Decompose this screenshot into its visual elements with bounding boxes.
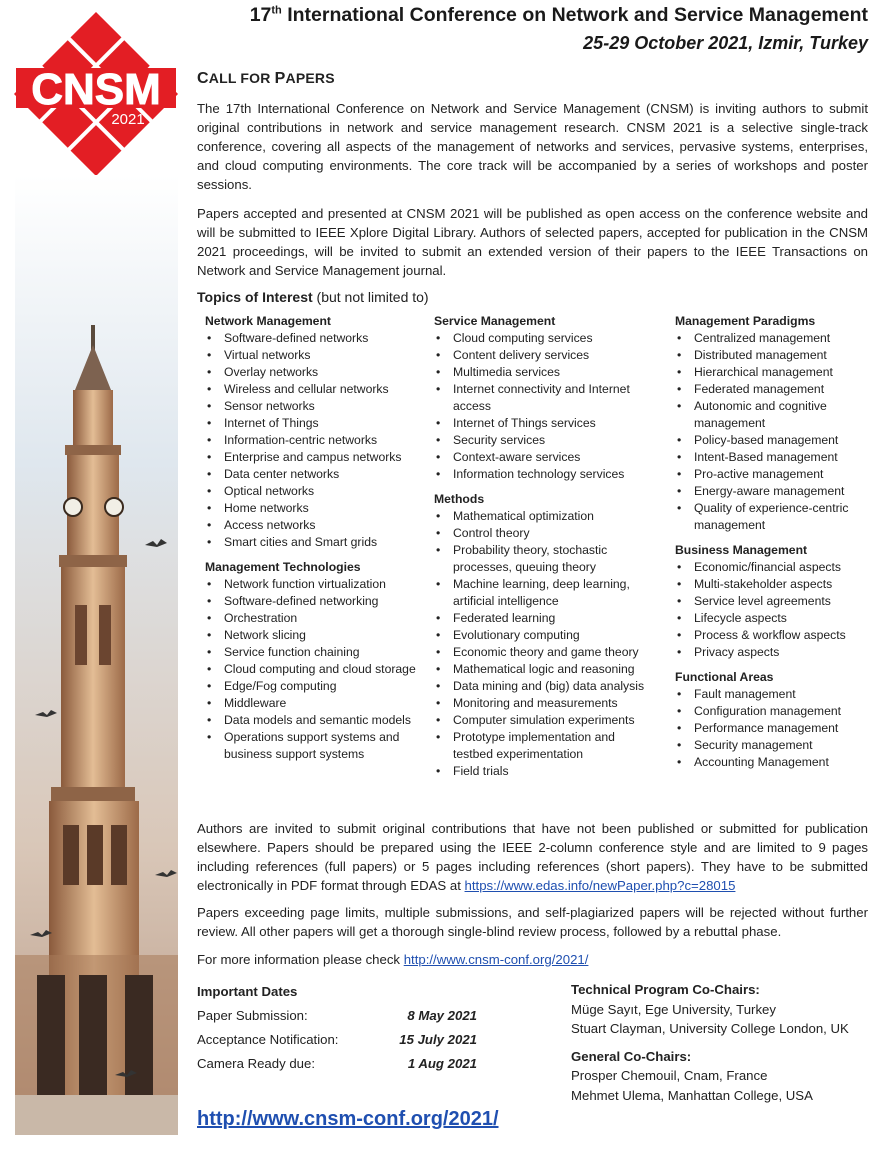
topic-item: • Data center networks [197,466,422,483]
topic-item: • Accounting Management [667,754,872,771]
topic-item: • Multi-stakeholder aspects [667,576,872,593]
tpc-chair: Müge Sayıt, Ege University, Turkey [571,1001,776,1017]
topic-item: • Field trials [426,763,658,780]
conference-date-location: 25-29 October 2021, Izmir, Turkey [583,33,868,53]
topic-item: • Energy-aware management [667,483,872,500]
topic-item: • Process & workflow aspects [667,627,872,644]
general-chair: Prosper Chemouil, Cnam, France [571,1068,768,1083]
topic-group-title: Management Technologies [205,560,361,574]
topic-item: • Data models and semantic models [197,712,422,729]
topic-list [197,576,422,763]
topic-item: • Cloud computing services [426,330,658,347]
review-paragraph: Papers exceeding page limits, multiple submissions, and self-plagiarized papers will be rejected without further review. All other papers will get a thorough single-blind review process, followed by a rebuttal phase. [197,905,868,939]
topic-list [426,508,658,780]
topics-column-1 [197,313,422,763]
topic-item: • Machine learning, deep learning, artificial intelligence [426,576,658,610]
topic-item: • Edge/Fog computing [197,678,422,695]
topic-item: • Optical networks [197,483,422,500]
topic-item: • Autonomic and cognitive management [667,398,872,432]
topic-item: • Policy-based management [667,432,872,449]
topic-item: • Federated management [667,381,872,398]
topic-item: • Security services [426,432,658,449]
footer-website-link[interactable]: http://www.cnsm-conf.org/2021/ [197,1108,499,1130]
topic-item: • Smart cities and Smart grids [197,534,422,551]
topic-item: • Network function virtualization [197,576,422,593]
topic-item: • Sensor networks [197,398,422,415]
topic-item: • Prototype implementation and testbed experimentation [426,729,658,763]
topic-item: • Middleware [197,695,422,712]
topic-item: • Configuration management [667,703,872,720]
intro-paragraph-1: The 17th International Conference on Network and Service Management (CNSM) is inviting authors to submit original contributions in network and service management research. CNSM 2021 is a selective single-track conference, covering all aspects of the management of networks and services, pervasive systems, enterprises, and cloud computing environments. The core track will be accompanied by a series of workshops and poster sessions. [197,101,868,192]
footer-url [197,1108,499,1131]
topic-group-title: Network Management [205,314,331,328]
topic-item: • Lifecycle aspects [667,610,872,627]
general-chairs-heading: General Co-Chairs: [571,1048,692,1064]
topics-column-3 [667,313,872,771]
topic-item: • Evolutionary computing [426,627,658,644]
topic-item: • Economic theory and game theory [426,644,658,661]
topic-list [667,330,872,534]
topic-item: • Hierarchical management [667,364,872,381]
topic-item: • Content delivery services [426,347,658,364]
topic-item: • Internet of Things [197,415,422,432]
topic-item: • Monitoring and measurements [426,695,658,712]
date-row: Camera Ready due: 1 Aug 2021 [197,1056,477,1071]
topic-group-title: Functional Areas [675,670,774,684]
topic-item: • Virtual networks [197,347,422,364]
topic-group-title: Management Paradigms [675,314,816,328]
date-row: Acceptance Notification: 15 July 2021 [197,1032,477,1047]
topic-item: • Wireless and cellular networks [197,381,422,398]
topic-item: • Information technology services [426,466,658,483]
topic-item: • Federated learning [426,610,658,627]
topic-item: • Software-defined networks [197,330,422,347]
cnsm-logo [10,8,182,180]
topic-item: • Multimedia services [426,364,658,381]
topic-item: • Distributed management [667,347,872,364]
important-dates [197,980,477,1076]
topic-list [426,330,658,483]
tpc-chairs-heading: Technical Program Co-Chairs: [571,982,760,997]
topic-item: • Quality of experience-centric management [667,500,872,534]
important-dates-heading: Important Dates [197,984,298,999]
topic-group-title: Business Management [675,543,808,557]
topic-item: • Enterprise and campus networks [197,449,422,466]
topic-item: • Software-defined networking [197,593,422,610]
date-row: Paper Submission: 8 May 2021 [197,1008,477,1023]
topic-item: • Service level agreements [667,593,872,610]
topic-item: • Home networks [197,500,422,517]
topic-item: • Context-aware services [426,449,658,466]
edas-link[interactable]: https://www.edas.info/newPaper.php?c=28015 [464,878,736,893]
topic-item: • Overlay networks [197,364,422,381]
topic-item: • Orchestration [197,610,422,627]
topic-item: • Service function chaining [197,644,422,661]
topics-heading: Topics of Interest (but not limited to) [197,289,429,305]
logo-year: 2021 [111,111,145,128]
conference-title: 17th International Conference on Network and Service Management [249,4,868,26]
tpc-chair: Stuart Clayman, University College London, UK [571,1021,849,1036]
topic-item: • Internet connectivity and Internet access [426,381,658,415]
topic-item: • Fault management [667,686,872,703]
topic-item: • Control theory [426,525,658,542]
submission-paragraph: Authors are invited to submit original contributions that have not been published or submitted for publication elsewhere. Papers should be prepared using the IEEE 2-column conference style and are limited to 9 pages including references (full papers) or 5 pages including references (short papers). They have to be submitted electronically in PDF format through EDAS at https://www.edas.info/newPaper.php?c=28015 [197,821,868,893]
topic-item: • Security management [667,737,872,754]
topic-group-title: Methods [434,492,485,506]
topic-item: • Data mining and (big) data analysis [426,678,658,695]
logo-text: CNSM [31,65,161,114]
topic-list [197,330,422,551]
topic-item: • Access networks [197,517,422,534]
topic-item: • Privacy aspects [667,644,872,661]
topic-item: • Network slicing [197,627,422,644]
topic-item: • Cloud computing and cloud storage [197,661,422,678]
general-chair: Mehmet Ulema, Manhattan College, USA [571,1087,813,1103]
topic-item: • Operations support systems and business support systems [197,729,422,763]
topic-item: • Internet of Things services [426,415,658,432]
topics-column-2 [426,313,658,780]
topic-list [667,686,872,771]
call-for-papers-heading: CALL FOR PAPERS [197,70,335,87]
clock-tower-image [15,175,178,1135]
topic-item: • Probability theory, stochastic processes, queuing theory [426,542,658,576]
topic-item: • Intent-Based management [667,449,872,466]
topic-item: • Economic/financial aspects [667,559,872,576]
topic-item: • Mathematical optimization [426,508,658,525]
topic-item: • Information-centric networks [197,432,422,449]
topic-item: • Computer simulation experiments [426,712,658,729]
more-info-paragraph: For more information please check http://www.cnsm-conf.org/2021/ [197,952,589,967]
intro-paragraph-2: Papers accepted and presented at CNSM 2021 will be published as open access on the conference website and will be submitted to IEEE Xplore Digital Library. Authors of selected papers, accepted for publication in the CNSM 2021 proceedings, will be invited to submit an extended version of their papers to the IEEE Transactions on Network and Service Management journal. [197,206,868,278]
topic-list [667,559,872,661]
topic-item: • Pro-active management [667,466,872,483]
topic-group-title: Service Management [434,314,556,328]
topic-item: • Performance management [667,720,872,737]
conference-website-link[interactable]: http://www.cnsm-conf.org/2021/ [403,952,589,967]
chairs-section [571,980,871,1105]
topic-item: • Centralized management [667,330,872,347]
topic-item: • Mathematical logic and reasoning [426,661,658,678]
